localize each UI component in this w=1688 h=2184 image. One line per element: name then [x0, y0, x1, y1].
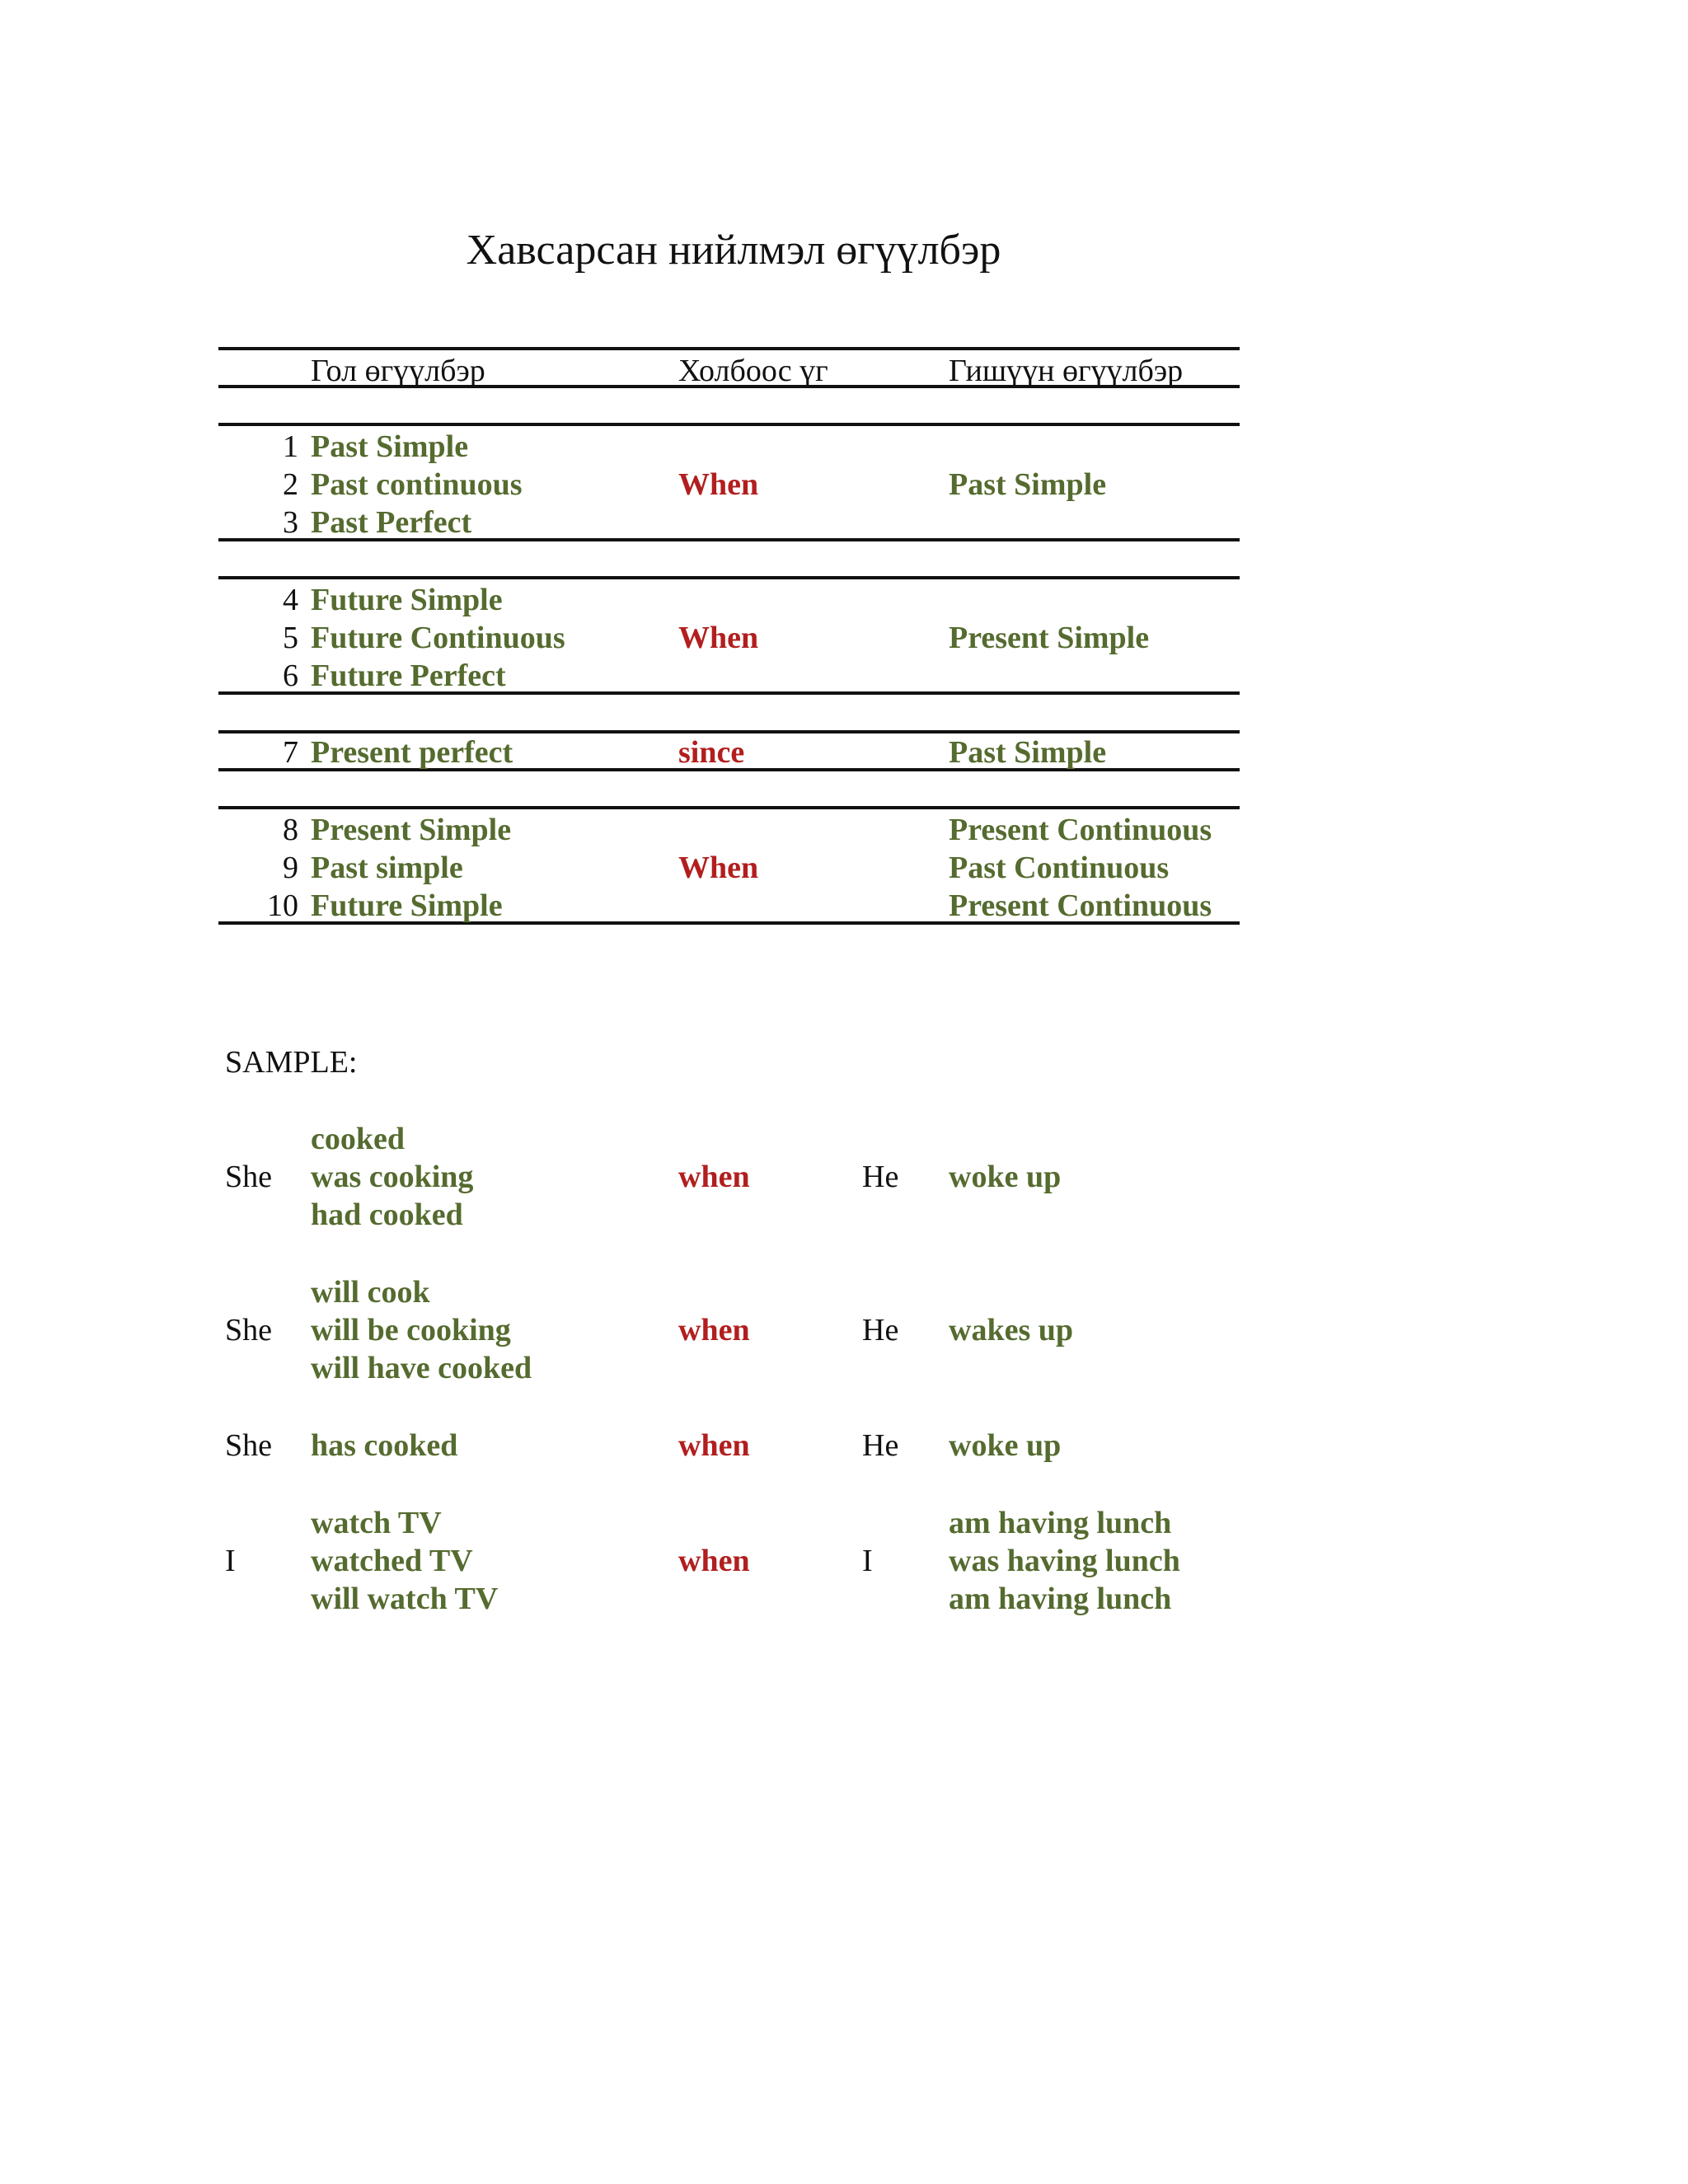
sample-subject: She — [225, 1160, 272, 1194]
sample-subject-2: He — [862, 1160, 899, 1194]
subordinate-tense: Past Simple — [949, 467, 1107, 502]
row-number: 4 — [283, 583, 298, 617]
sample-verb-2: wakes up — [949, 1313, 1073, 1347]
main-tense: Future Continuous — [311, 621, 565, 655]
group-2-top-rule — [218, 576, 1240, 579]
conjunction: since — [678, 735, 745, 770]
row-number: 5 — [283, 621, 298, 655]
sample-verb: was cooking — [311, 1160, 474, 1194]
header-conjunction: Холбоос үг — [678, 354, 828, 388]
row-number: 8 — [283, 813, 298, 847]
sample-verb: will watch TV — [311, 1582, 499, 1616]
conjunction: When — [678, 851, 759, 885]
sample-subject: She — [225, 1313, 272, 1347]
sample-subject: She — [225, 1428, 272, 1463]
row-number: 7 — [283, 735, 298, 770]
main-tense: Future Simple — [311, 888, 503, 923]
main-tense: Future Simple — [311, 583, 503, 617]
sample-subject-2: He — [862, 1428, 899, 1463]
sample-verb: will have cooked — [311, 1351, 532, 1385]
subordinate-tense: Past Continuous — [949, 851, 1170, 885]
conjunction: When — [678, 621, 759, 655]
sample-verb: will be cooking — [311, 1313, 511, 1347]
sample-verb-2: am having lunch — [949, 1506, 1172, 1540]
row-number: 6 — [283, 658, 298, 693]
subordinate-tense: Present Continuous — [949, 813, 1212, 847]
sample-subject-2: I — [862, 1544, 873, 1578]
main-tense: Past Perfect — [311, 505, 472, 540]
main-tense: Past simple — [311, 851, 463, 885]
group-1-top-rule — [218, 423, 1240, 426]
sample-verb: had cooked — [311, 1197, 463, 1232]
sample-verb: has cooked — [311, 1428, 458, 1463]
group-4-top-rule — [218, 806, 1240, 809]
row-number: 3 — [283, 505, 298, 540]
sample-conjunction: when — [678, 1428, 750, 1463]
sample-verb: will cook — [311, 1275, 430, 1310]
subordinate-tense: Present Simple — [949, 621, 1150, 655]
table-top-rule — [218, 347, 1240, 350]
sample-verb-2: woke up — [949, 1428, 1062, 1463]
main-tense: Future Perfect — [311, 658, 506, 693]
sample-conjunction: when — [678, 1160, 750, 1194]
sample-verb: cooked — [311, 1122, 405, 1156]
subordinate-tense: Present Continuous — [949, 888, 1212, 923]
sample-verb-2: woke up — [949, 1160, 1062, 1194]
header-main-clause: Гол өгүүлбэр — [311, 354, 485, 388]
header-subordinate-clause: Гишүүн өгүүлбэр — [949, 354, 1184, 388]
subordinate-tense: Past Simple — [949, 735, 1107, 770]
sample-conjunction: when — [678, 1544, 750, 1578]
sample-verb: watched TV — [311, 1544, 473, 1578]
page-title: Хавсарсан нийлмэл өгүүлбэр — [466, 227, 1001, 274]
main-tense: Present perfect — [311, 735, 513, 770]
sample-subject-2: He — [862, 1313, 899, 1347]
sample-subject: I — [225, 1544, 236, 1578]
main-tense: Past Simple — [311, 429, 469, 464]
sample-verb-2: am having lunch — [949, 1582, 1172, 1616]
row-number: 1 — [283, 429, 298, 464]
sample-verb-2: was having lunch — [949, 1544, 1180, 1578]
sample-label: SAMPLE: — [225, 1045, 358, 1080]
sample-verb: watch TV — [311, 1506, 442, 1540]
main-tense: Present Simple — [311, 813, 512, 847]
row-number: 10 — [267, 888, 298, 923]
sample-conjunction: when — [678, 1313, 750, 1347]
conjunction: When — [678, 467, 759, 502]
row-number: 9 — [283, 851, 298, 885]
row-number: 2 — [283, 467, 298, 502]
main-tense: Past continuous — [311, 467, 523, 502]
